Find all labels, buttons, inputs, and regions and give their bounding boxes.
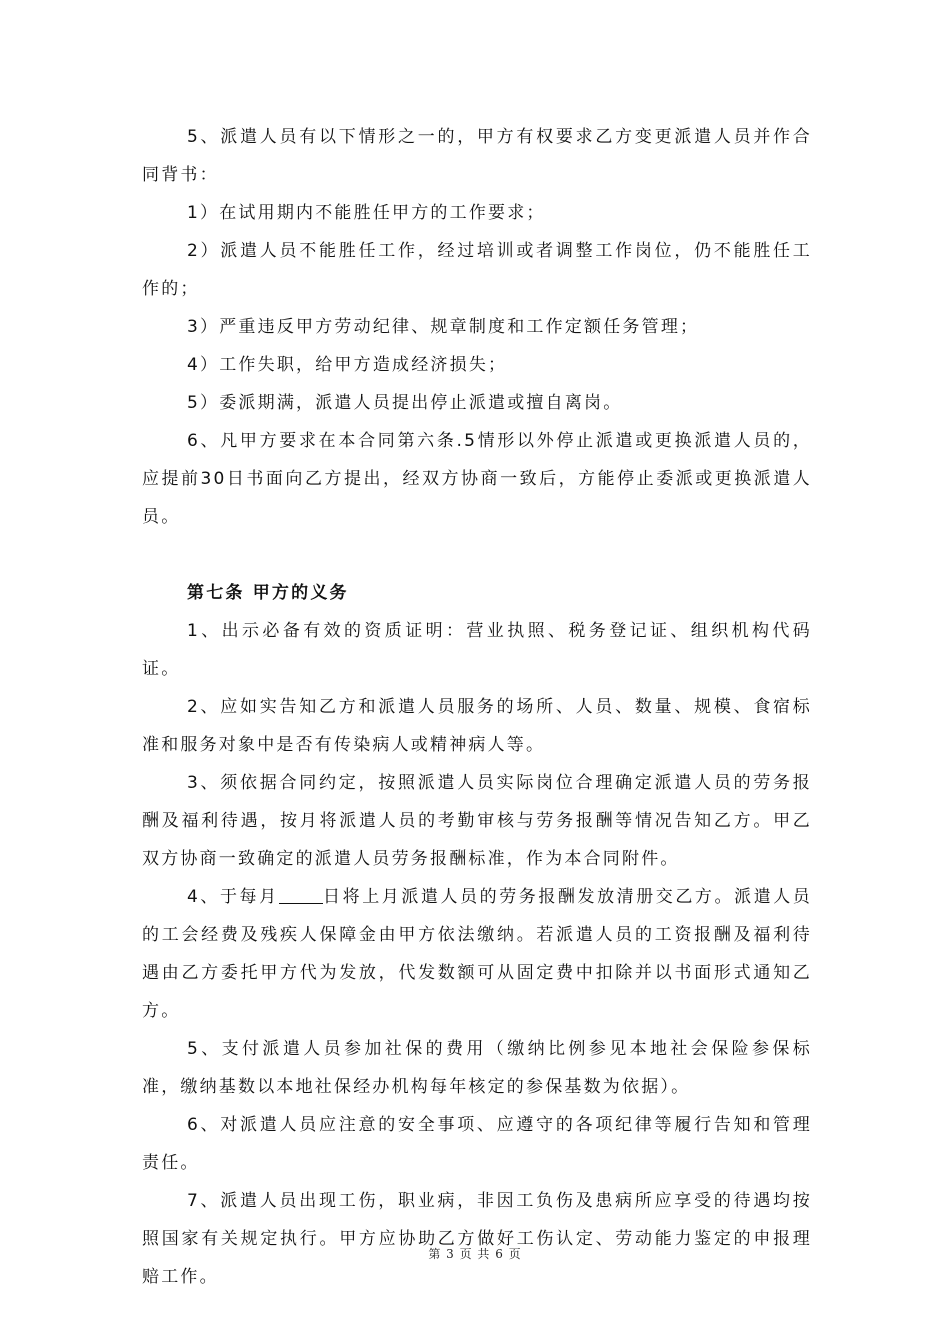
clause-7-item-4-suffix: 日将上月派遣人员的劳务报酬发放清册交乙方。派遣人员的工会经费及残疾人保障金由甲方依法缴纳。若派遣人员的工资报酬及福利待遇由乙方委托甲方代为发放，代发数额可从固定费中扣除并以书面形式通知乙方。 (142, 887, 812, 1021)
section-heading: 第七条 甲方的义务 (187, 583, 349, 603)
clause-7-item-1: 1、出示必备有效的资质证明：营业执照、税务登记证、组织机构代码证。 (142, 621, 812, 679)
clause-7-item-5: 5、支付派遣人员参加社保的费用（缴纳比例参见本地社会保险参保标准，缴纳基数以本地社保经办机构每年核定的参保基数为依据）。 (142, 1039, 812, 1097)
fill-in-blank (279, 885, 323, 904)
list-item: 1）在试用期内不能胜任甲方的工作要求； (187, 203, 546, 223)
clause-6-item-5: 5、派遣人员有以下情形之一的，甲方有权要求乙方变更派遣人员并作合同背书： (142, 127, 812, 185)
clause-7-item-4-prefix: 4、于每月 (187, 887, 279, 907)
list-item: 4）工作失职，给甲方造成经济损失； (187, 355, 508, 375)
clause-7-item-6: 6、对派遣人员应注意的安全事项、应遵守的各项纪律等履行告知和管理责任。 (142, 1115, 812, 1173)
clause-7-item-7: 7、派遣人员出现工伤，职业病，非因工负伤及患病所应享受的待遇均按照国家有关规定执行。甲方应协助乙方做好工伤认定、劳动能力鉴定的申报理赔工作。 (142, 1191, 812, 1287)
list-item: 5）委派期满，派遣人员提出停止派遣或擅自离岗。 (187, 393, 623, 413)
page-number-footer: 第 3 页 共 6 页 (428, 1247, 522, 1261)
clause-7-item-3: 3、须依据合同约定，按照派遣人员实际岗位合理确定派遣人员的劳务报酬及福利待遇，按月将派遣人员的考勤审核与劳务报酬等情况告知乙方。甲乙双方协商一致确定的派遣人员劳务报酬标准，作为本合同附件。 (142, 773, 812, 869)
clause-7-item-4 (142, 878, 812, 1030)
list-item: 2）派遣人员不能胜任工作，经过培训或者调整工作岗位，仍不能胜任工作的； (142, 241, 812, 299)
clause-6-item-6: 6、凡甲方要求在本合同第六条.5情形以外停止派遣或更换派遣人员的，应提前30日书面向乙方提出，经双方协商一致后，方能停止委派或更换派遣人员。 (142, 431, 812, 527)
list-item: 3）严重违反甲方劳动纪律、规章制度和工作定额任务管理； (187, 317, 700, 337)
clause-7-item-2: 2、应如实告知乙方和派遣人员服务的场所、人员、数量、规模、食宿标准和服务对象中是否有传染病人或精神病人等。 (142, 697, 812, 755)
document-body (142, 118, 812, 1296)
